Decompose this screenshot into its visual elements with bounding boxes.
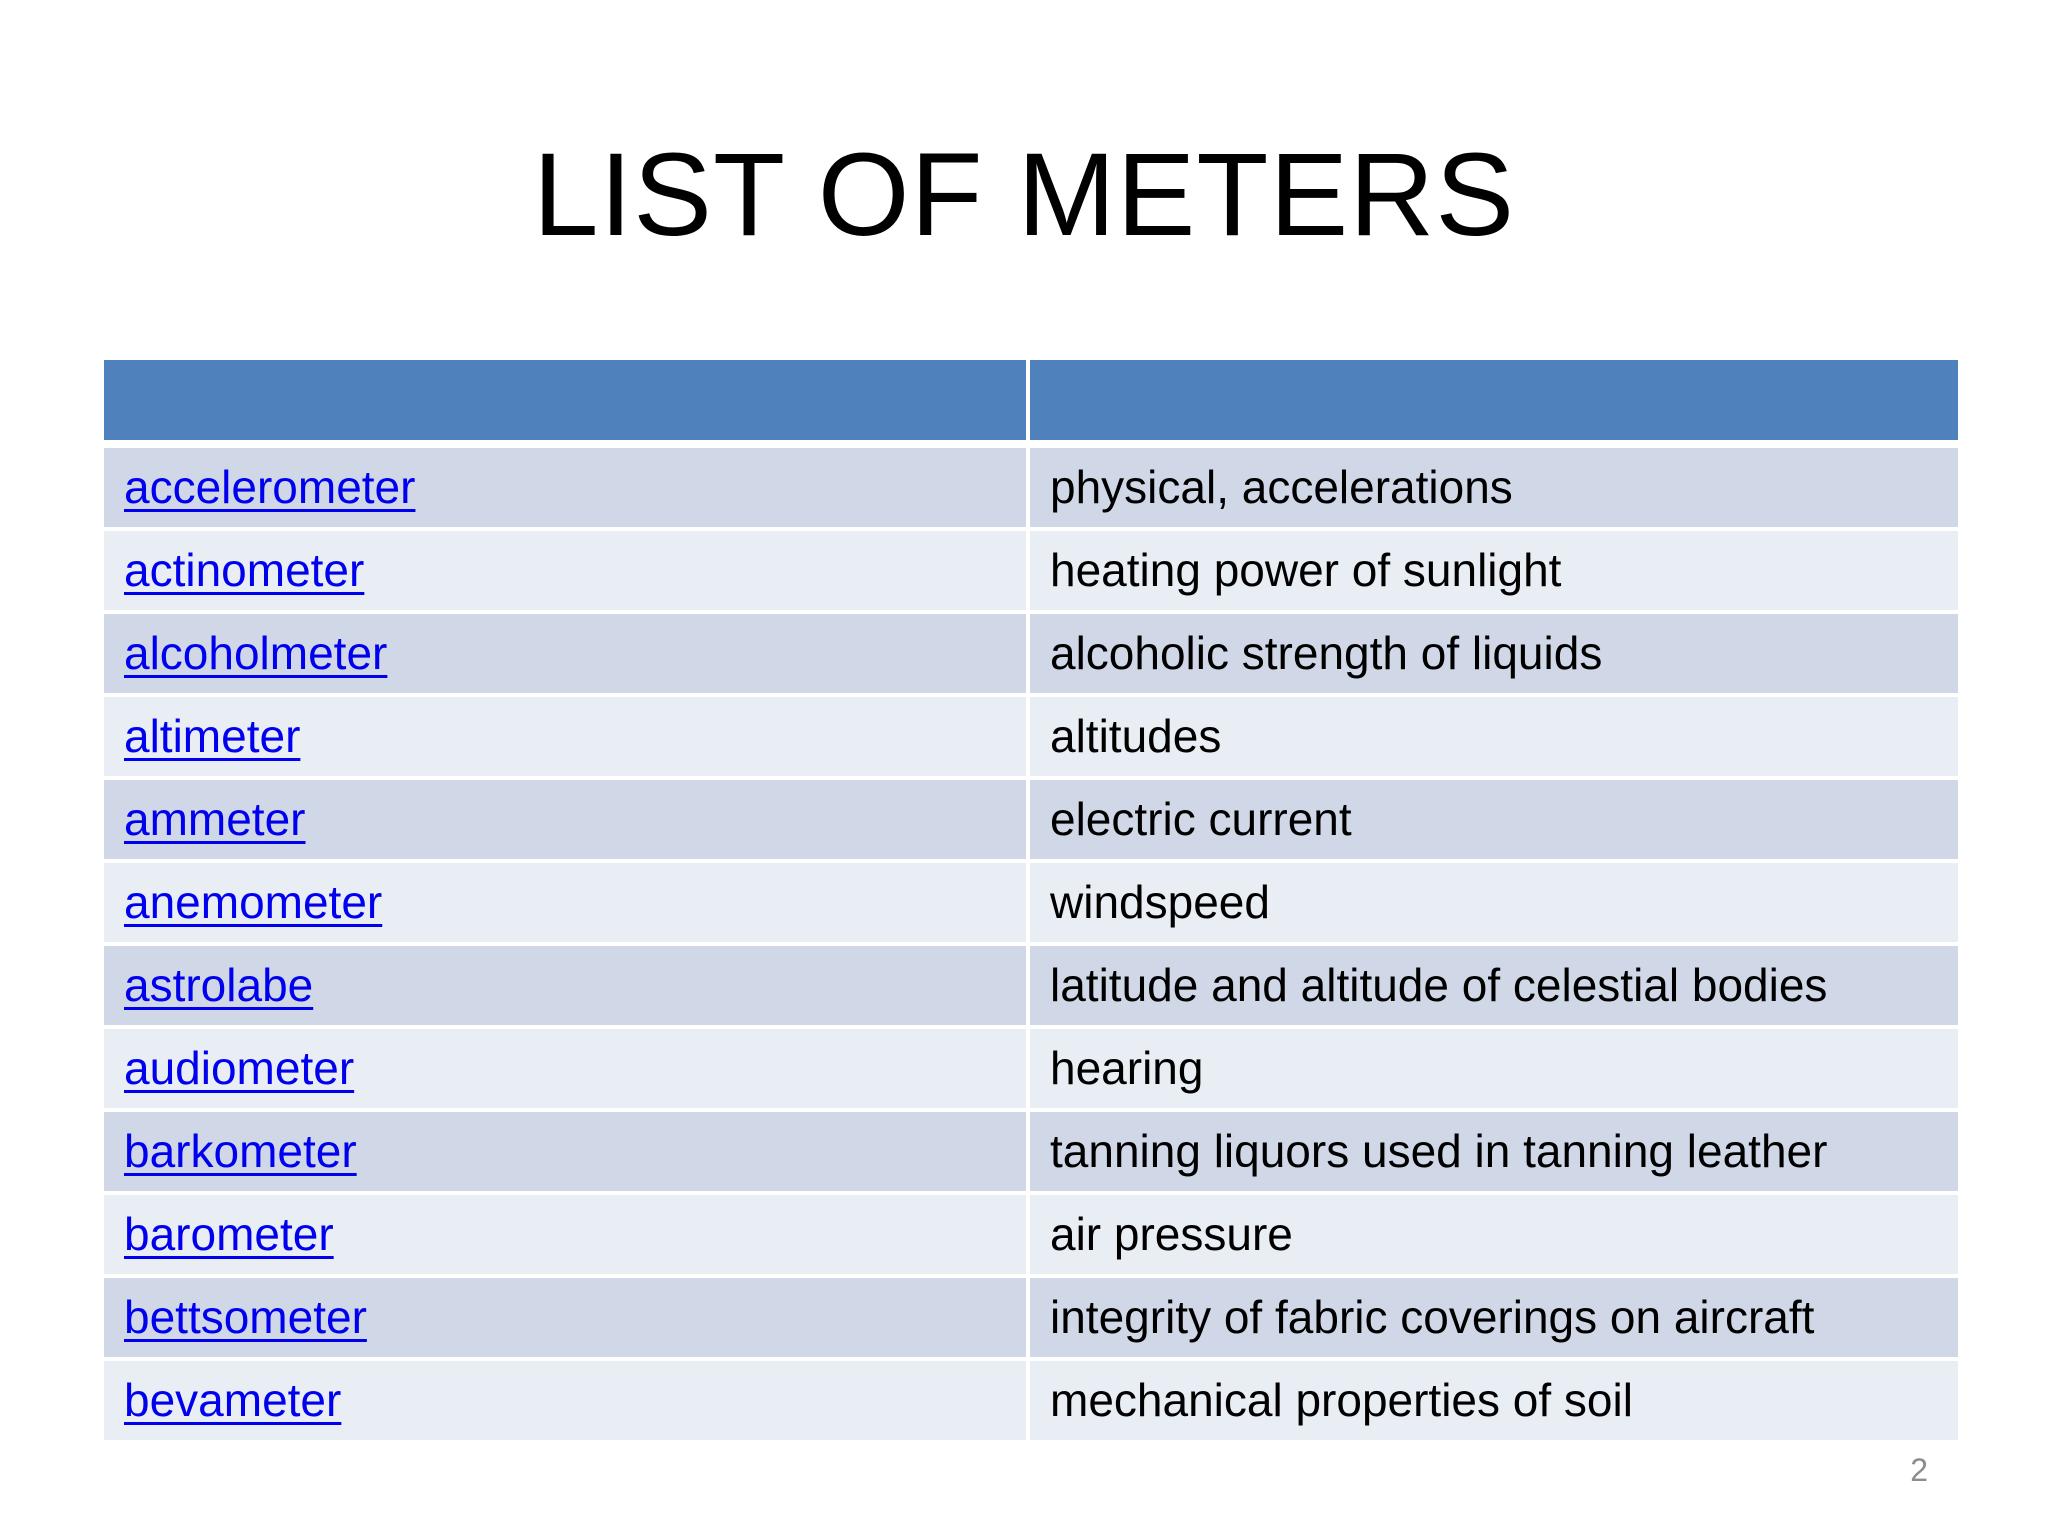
meter-cell	[104, 529, 1028, 612]
table-row	[104, 944, 1958, 1027]
measures-cell: latitude and altitude of celestial bodies	[1028, 944, 1958, 1027]
meter-link-altimeter[interactable]: altimeter	[124, 710, 301, 762]
page-number: 2	[1910, 1452, 1928, 1488]
measures-cell: hearing	[1028, 1027, 1958, 1110]
meter-link-audiometer[interactable]: audiometer	[124, 1042, 355, 1094]
table-row	[104, 529, 1958, 612]
table-row	[104, 444, 1958, 529]
table-row	[104, 612, 1958, 695]
table-row	[104, 695, 1958, 778]
measures-cell: heating power of sunlight	[1028, 529, 1958, 612]
meter-link-astrolabe[interactable]: astrolabe	[124, 959, 314, 1011]
header-cell-meter	[104, 360, 1028, 444]
measures-cell: alcoholic strength of liquids	[1028, 612, 1958, 695]
meter-cell	[104, 695, 1028, 778]
measures-cell: tanning liquors used in tanning leather	[1028, 1110, 1958, 1193]
table-row	[104, 1193, 1958, 1276]
table-row	[104, 778, 1958, 861]
meter-link-barometer[interactable]: barometer	[124, 1208, 334, 1260]
measures-cell: integrity of fabric coverings on aircraft	[1028, 1276, 1958, 1359]
measures-cell: windspeed	[1028, 861, 1958, 944]
measures-cell: physical, accelerations	[1028, 444, 1958, 529]
meter-cell	[104, 1359, 1028, 1442]
table-header-row	[104, 360, 1958, 444]
meter-link-bevameter[interactable]: bevameter	[124, 1374, 342, 1426]
meter-link-barkometer[interactable]: barkometer	[124, 1125, 357, 1177]
slide-title: LIST OF METERS	[532, 129, 1516, 261]
meter-cell	[104, 1110, 1028, 1193]
meter-cell	[104, 861, 1028, 944]
meter-cell	[104, 778, 1028, 861]
meter-link-ammeter[interactable]: ammeter	[124, 793, 306, 845]
table-row	[104, 861, 1958, 944]
meter-cell	[104, 1193, 1028, 1276]
meter-cell	[104, 612, 1028, 695]
measures-cell: altitudes	[1028, 695, 1958, 778]
measures-cell: electric current	[1028, 778, 1958, 861]
meter-link-anemometer[interactable]: anemometer	[124, 876, 383, 928]
table-row	[104, 1027, 1958, 1110]
meter-cell	[104, 1276, 1028, 1359]
measures-cell: mechanical properties of soil	[1028, 1359, 1958, 1442]
meter-link-bettsometer[interactable]: bettsometer	[124, 1291, 367, 1343]
measures-cell: air pressure	[1028, 1193, 1958, 1276]
table-row	[104, 1359, 1958, 1442]
header-cell-measures	[1028, 360, 1958, 444]
meter-cell	[104, 944, 1028, 1027]
meter-link-alcoholmeter[interactable]: alcoholmeter	[124, 627, 388, 679]
table-row	[104, 1110, 1958, 1193]
meter-cell	[104, 444, 1028, 529]
meters-table	[104, 360, 1958, 1444]
meter-link-accelerometer[interactable]: accelerometer	[124, 461, 416, 513]
table-row	[104, 1276, 1958, 1359]
meter-link-actinometer[interactable]: actinometer	[124, 544, 365, 596]
meter-cell	[104, 1027, 1028, 1110]
